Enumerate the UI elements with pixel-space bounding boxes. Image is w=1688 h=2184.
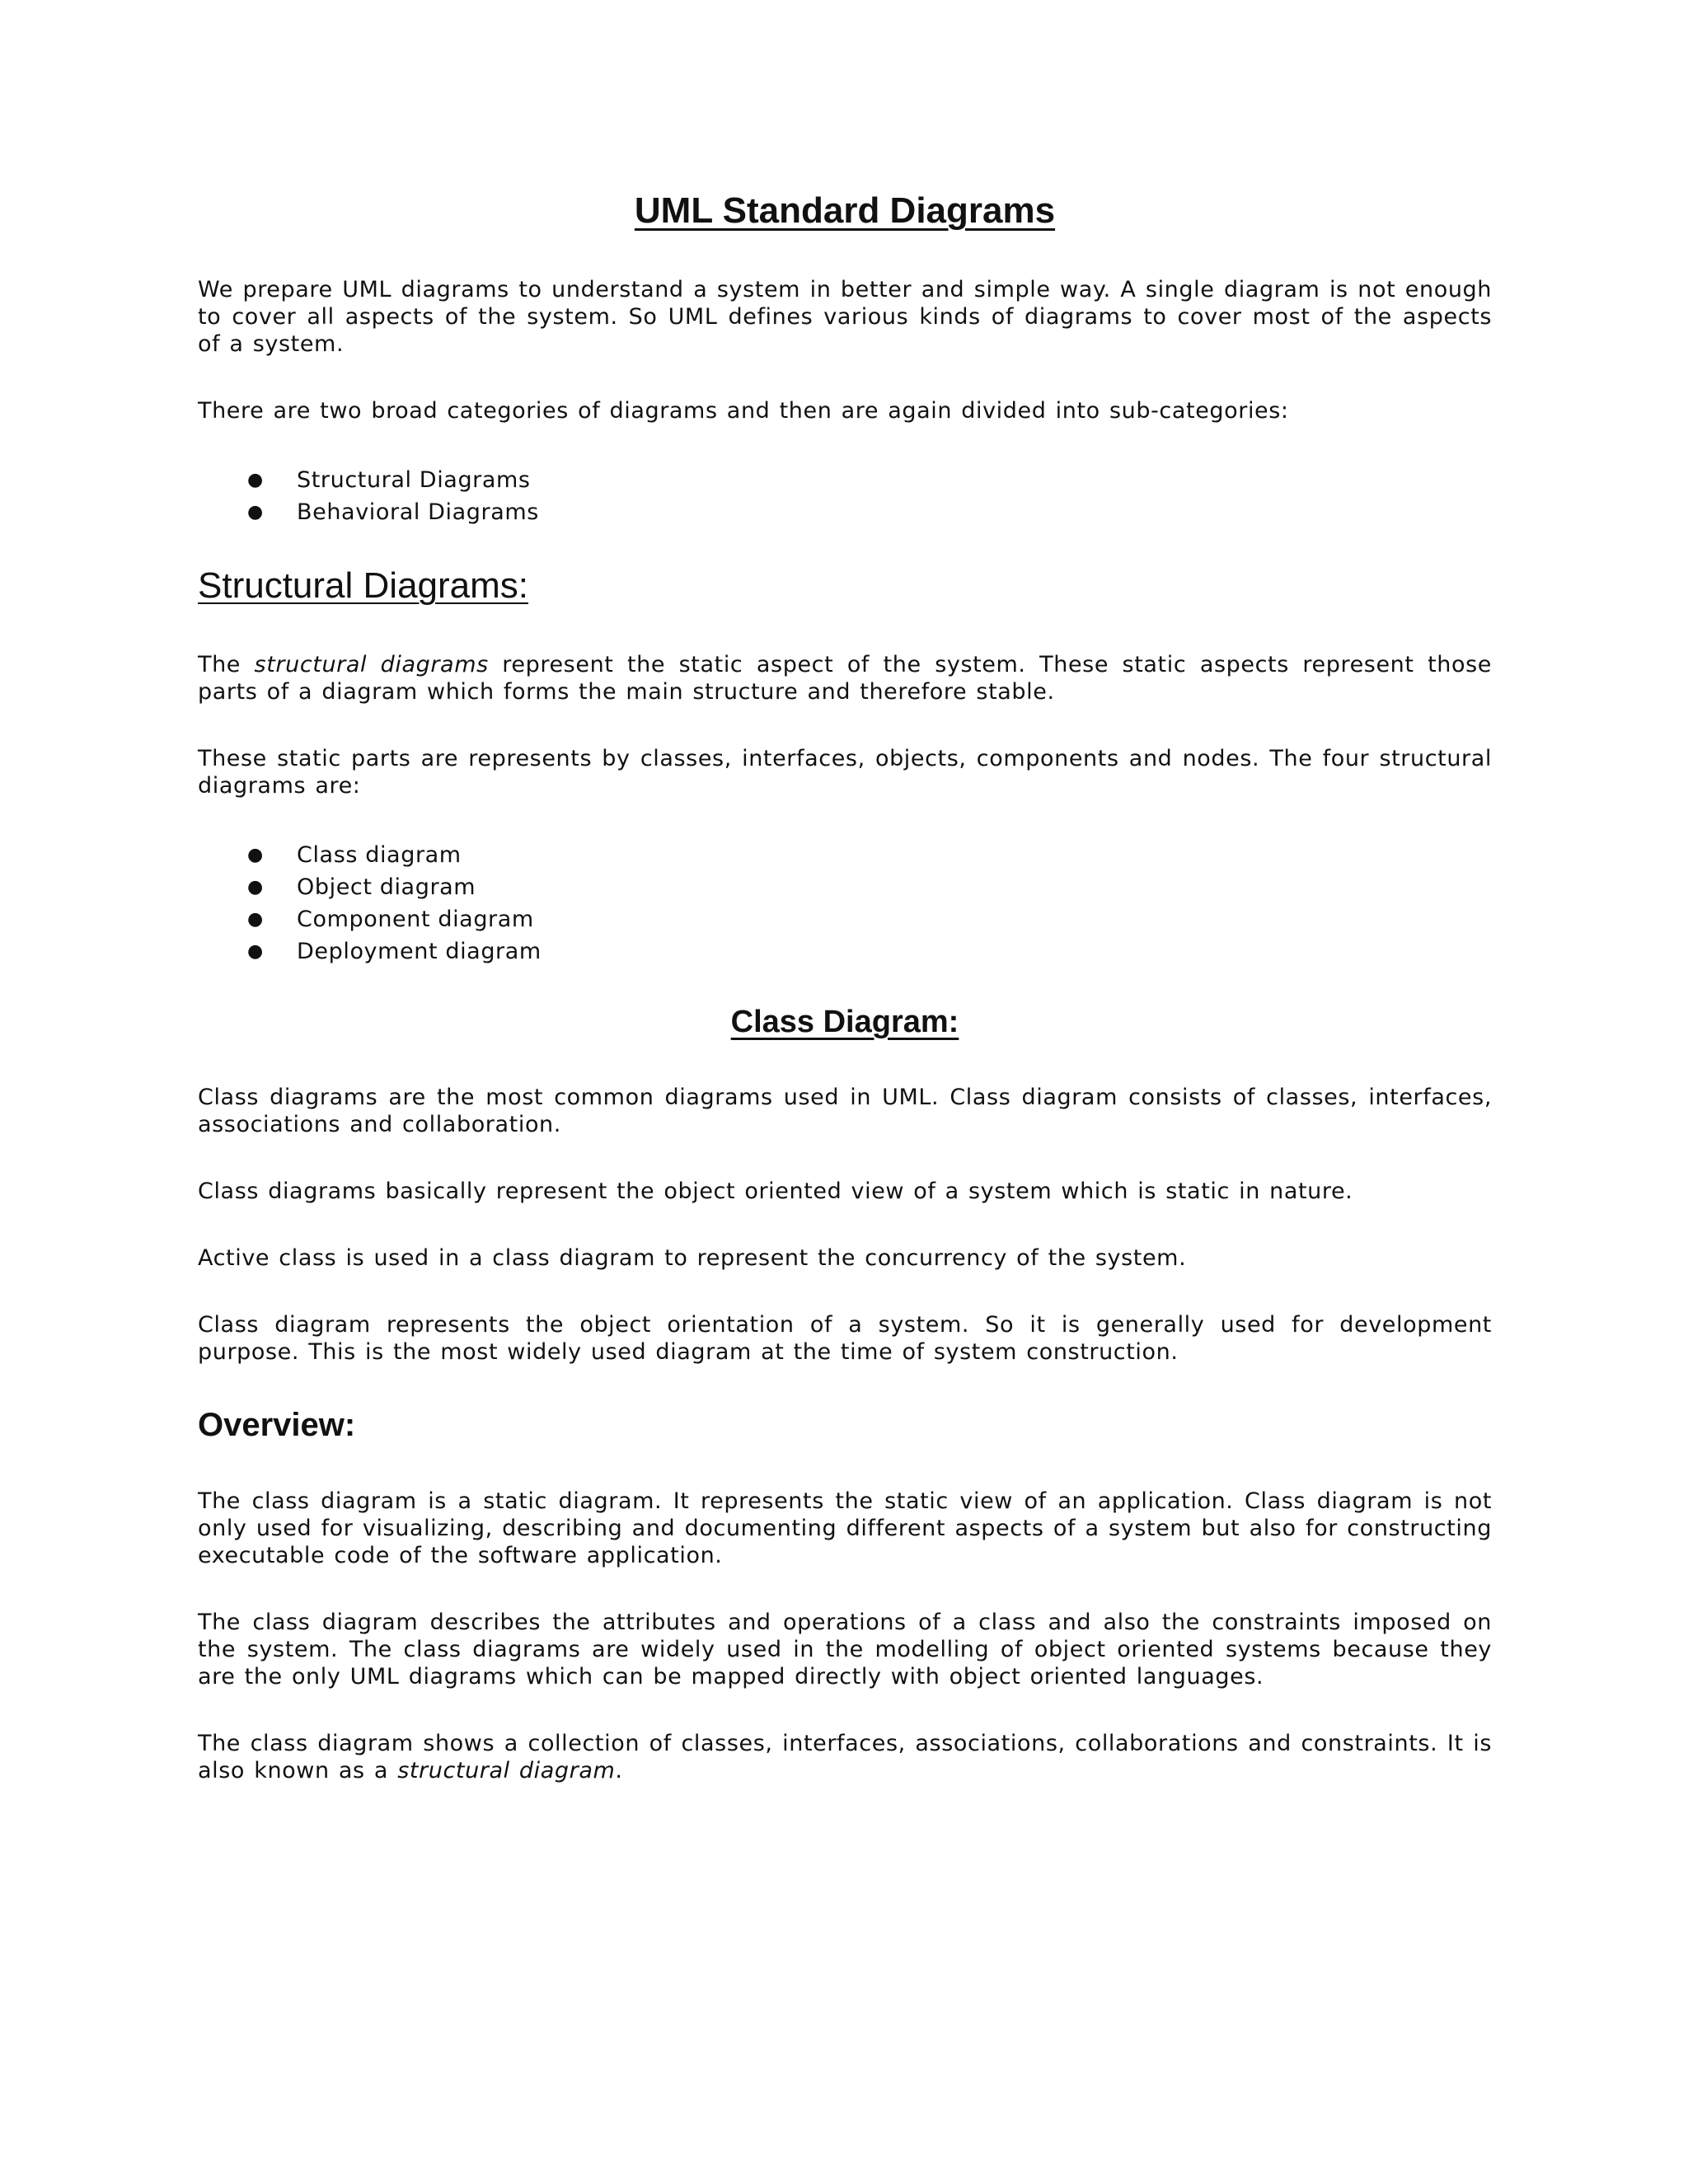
list-item <box>198 935 1492 968</box>
structural-diagram-list <box>198 839 1492 968</box>
intro-paragraph-1: We prepare UML diagrams to understand a system in better and simple way. A single diagram is not enough to cover all aspects of the system. So UML defines various kinds of diagrams to cover most of the aspects of a system. <box>198 276 1492 357</box>
list-item <box>198 839 1492 871</box>
structural-diagrams-heading: Structural Diagrams: <box>198 565 529 606</box>
structural-paragraph-1: The structural diagrams represent the static aspect of the system. These static aspects represent those parts of a diagram which forms the main structure and therefore stable. <box>198 651 1492 705</box>
bullet-icon: ● <box>247 501 264 523</box>
list-item-label: Object diagram <box>297 874 476 900</box>
bullet-icon: ● <box>247 908 264 930</box>
list-item <box>198 903 1492 935</box>
list-item-label: Behavioral Diagrams <box>297 499 539 525</box>
class-paragraph-3: Active class is used in a class diagram to represent the concurrency of the system. <box>198 1245 1187 1272</box>
overview-heading: Overview: <box>198 1407 356 1444</box>
overview-paragraph-3: The class diagram shows a collection of classes, interfaces, associations, collaborations and constraints. It is also known as a structural diagram. <box>198 1731 1492 1784</box>
list-item-label: Class diagram <box>297 841 462 868</box>
bullet-icon: ● <box>247 469 264 490</box>
list-item <box>198 464 1492 496</box>
structural-paragraph-2: These static parts are represents by classes, interfaces, objects, components and nodes. The four structural diagrams are: <box>198 745 1492 799</box>
list-item <box>198 871 1492 903</box>
bullet-icon: ● <box>247 940 264 962</box>
structural-diagram-emphasis: structural diagram <box>397 1758 616 1784</box>
structural-diagrams-emphasis: structural diagrams <box>254 651 489 677</box>
class-paragraph-1: Class diagrams are the most common diagrams used in UML. Class diagram consists of classes, interfaces, associations and collaboration. <box>198 1085 1492 1138</box>
list-item-label: Structural Diagrams <box>297 466 531 493</box>
bullet-icon: ● <box>247 844 264 865</box>
list-item-label: Deployment diagram <box>297 938 542 964</box>
list-item-label: Component diagram <box>297 906 534 932</box>
class-paragraph-4: Class diagram represents the object orientation of a system. So it is generally used for development purpose. This is the most widely used diagram at the time of system construction. <box>198 1312 1492 1366</box>
list-item <box>198 496 1492 528</box>
class-diagram-heading: Class Diagram: <box>730 1004 959 1039</box>
document-title: UML Standard Diagrams <box>634 190 1056 231</box>
category-list <box>198 464 1492 528</box>
overview-paragraph-2: The class diagram describes the attributes and operations of a class and also the constraints imposed on the system. The class diagrams are widely used in the modelling of object oriented systems because they are the only UML diagrams which can be mapped directly with object oriented languages. <box>198 1610 1492 1690</box>
document-content <box>198 190 1492 1824</box>
intro-paragraph-2: There are two broad categories of diagrams and then are again divided into sub-categories: <box>198 397 1289 424</box>
overview-paragraph-1: The class diagram is a static diagram. It represents the static view of an application. Class diagram is not only used for visualizing, describing and documenting different aspects of a system but also for constructing executable code of the software application. <box>198 1488 1492 1569</box>
class-paragraph-2: Class diagrams basically represent the object oriented view of a system which is static in nature. <box>198 1179 1353 1205</box>
bullet-icon: ● <box>247 876 264 898</box>
